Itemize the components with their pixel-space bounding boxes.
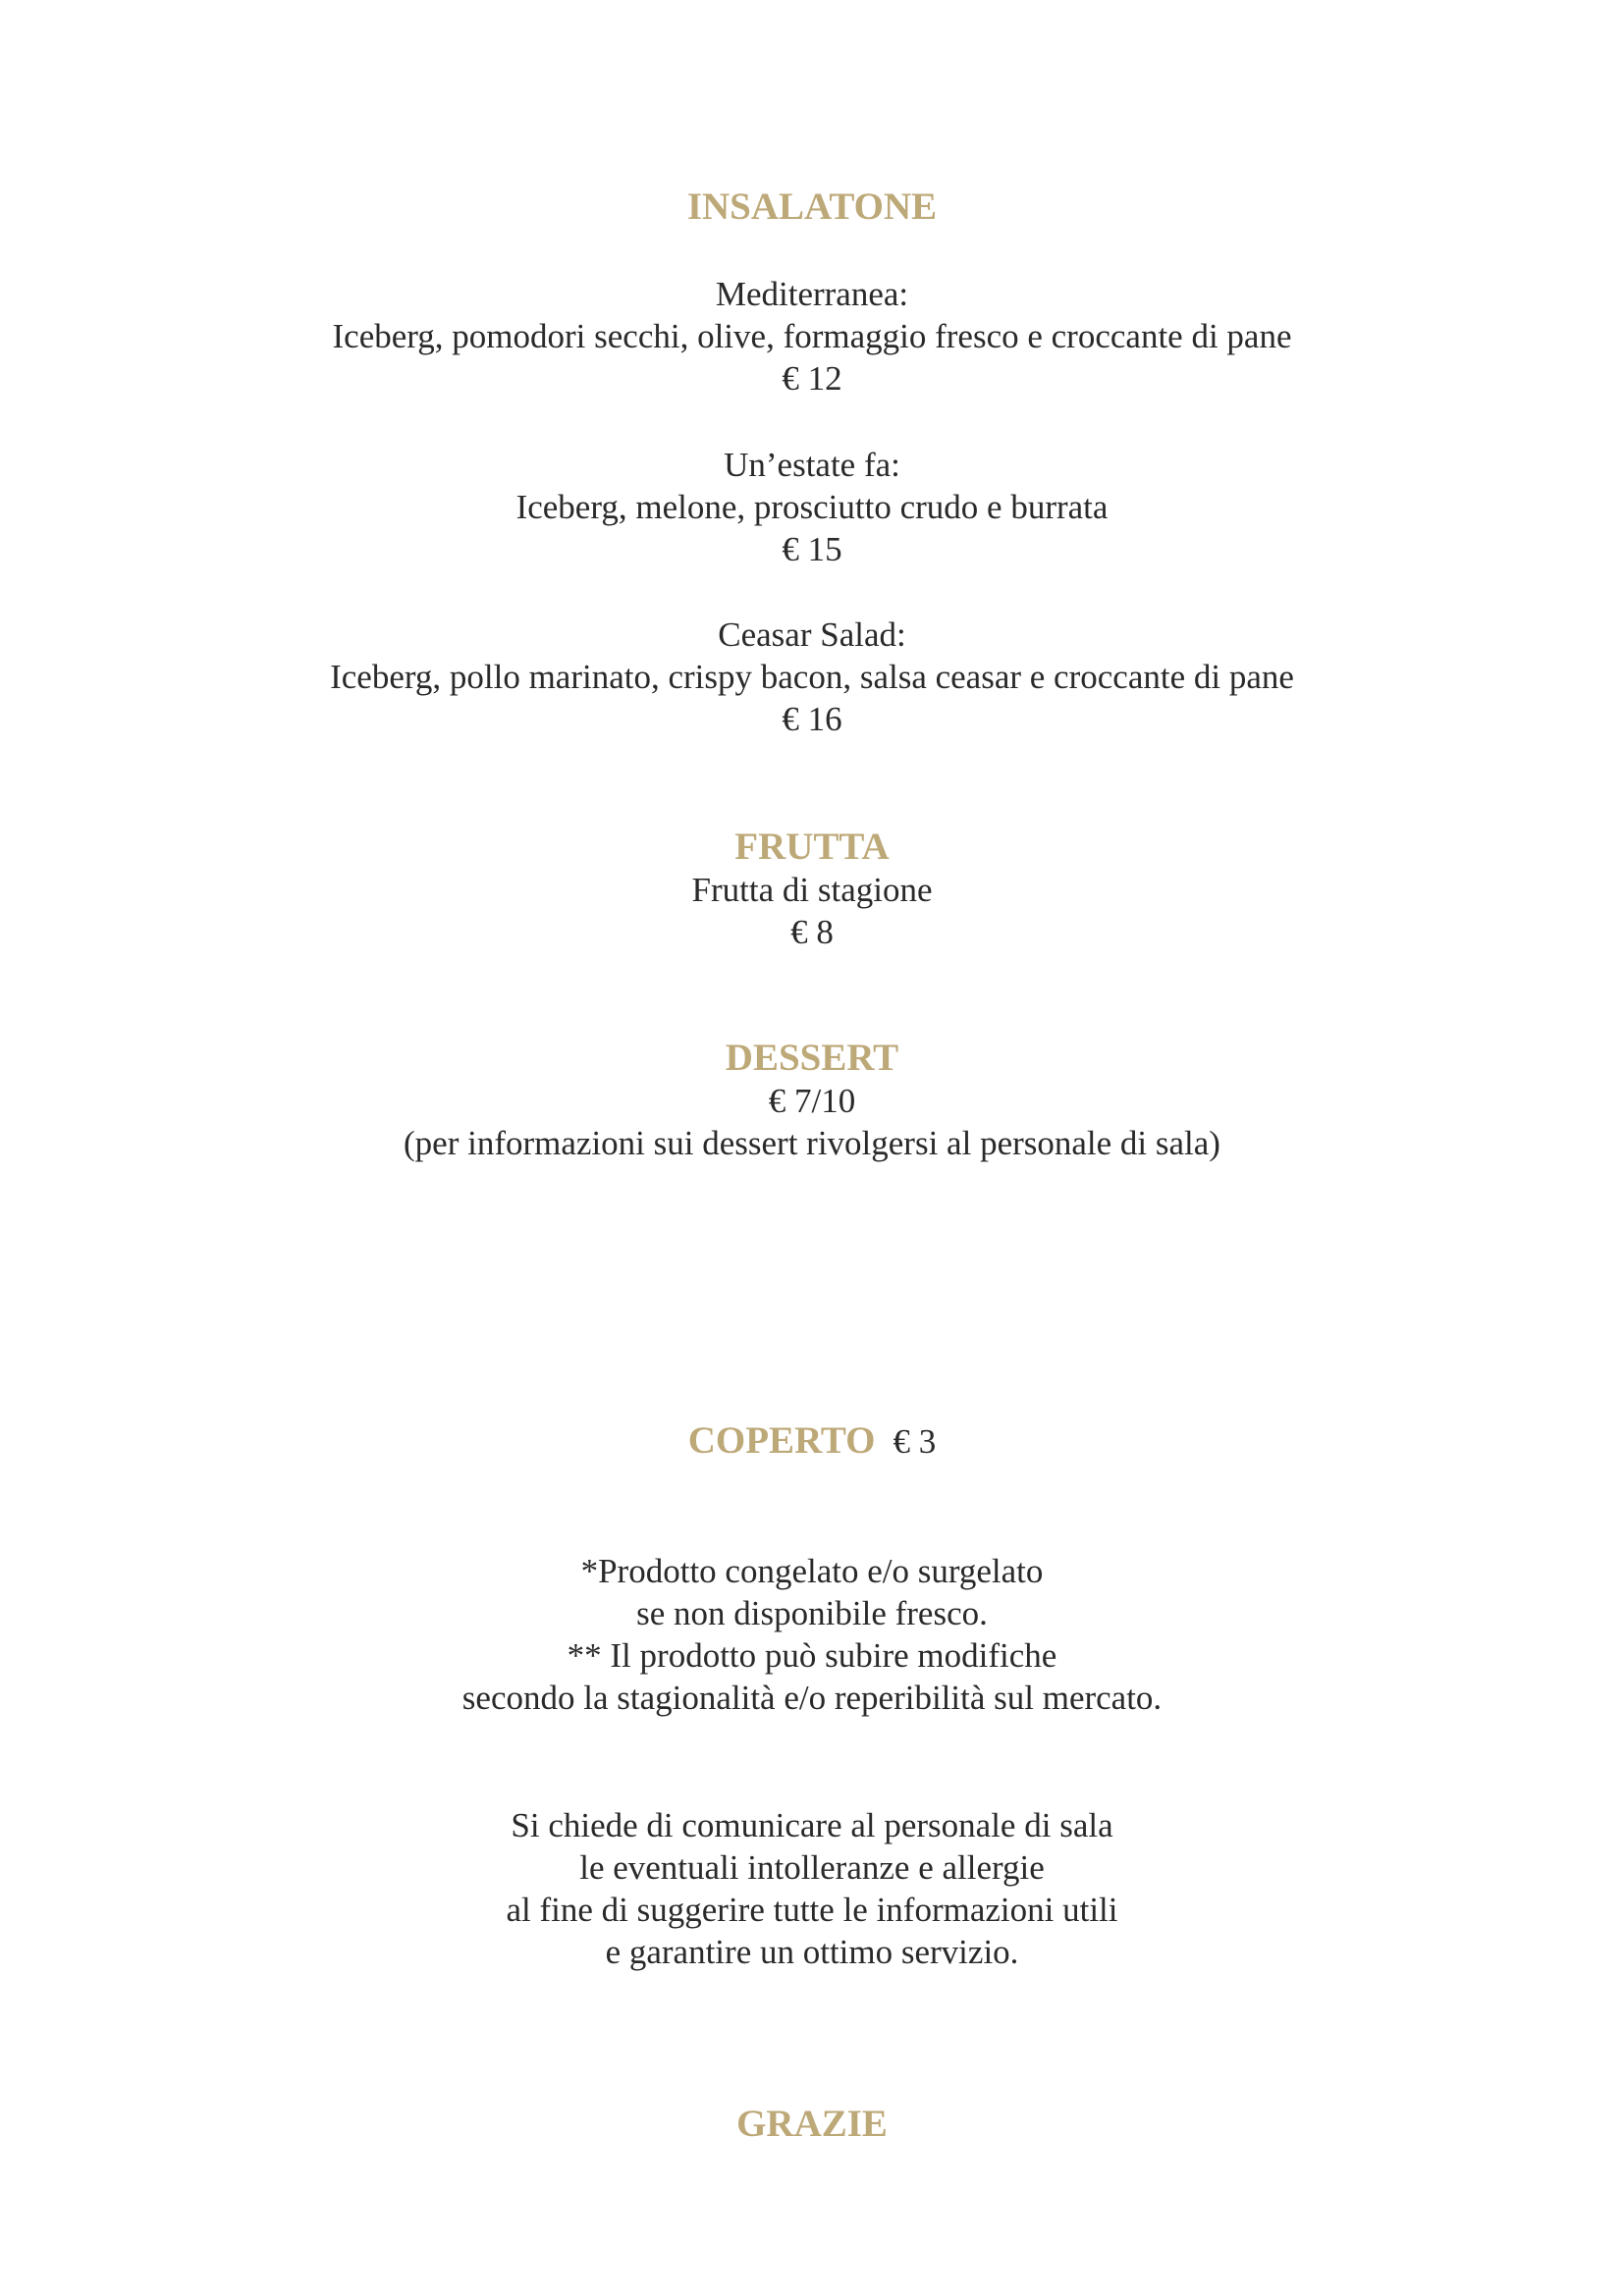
- product-note-line-4: secondo la stagionalità e/o reperibilità sul mercato.: [461, 1679, 1163, 1717]
- item-description-mediterranea: Iceberg, pomodori secchi, olive, formaggio fresco e croccante di pane: [332, 317, 1292, 355]
- item-price-ceasar-salad: € 16: [782, 700, 842, 738]
- section-title-coperto: COPERTO: [687, 1419, 876, 1462]
- product-note-line-2: se non disponibile fresco.: [636, 1594, 988, 1632]
- item-price-mediterranea: € 12: [782, 359, 842, 398]
- frutta-price: € 8: [790, 913, 834, 951]
- item-name-ceasar-salad: Ceasar Salad:: [718, 615, 906, 654]
- closing-thanks: GRAZIE: [736, 2103, 888, 2145]
- allergy-note-line-4: e garantire un ottimo servizio.: [605, 1933, 1019, 1971]
- item-description-unestate-fa: Iceberg, melone, prosciutto crudo e burrata: [515, 488, 1109, 526]
- item-name-mediterranea: Mediterranea:: [715, 275, 909, 313]
- item-description-ceasar-salad: Iceberg, pollo marinato, crispy bacon, salsa ceasar e croccante di pane: [330, 658, 1294, 696]
- coperto-price: € 3: [893, 1422, 937, 1461]
- allergy-note-line-2: le eventuali intolleranze e allergie: [579, 1848, 1045, 1887]
- product-note-line-1: *Prodotto congelato e/o surgelato: [580, 1552, 1044, 1590]
- dessert-note: (per informazioni sui dessert rivolgersi al personale di sala): [404, 1124, 1220, 1162]
- section-title-insalatone: INSALATONE: [686, 186, 938, 228]
- allergy-note-line-3: al fine di suggerire tutte le informazioni utili: [506, 1891, 1118, 1929]
- product-note-line-3: ** Il prodotto può subire modifiche: [567, 1636, 1057, 1675]
- item-price-unestate-fa: € 15: [782, 530, 842, 568]
- frutta-description: Frutta di stagione: [691, 871, 933, 909]
- allergy-note-line-1: Si chiede di comunicare al personale di sala: [511, 1806, 1113, 1844]
- coperto-line: [0, 1418, 1624, 1465]
- section-title-frutta: FRUTTA: [734, 826, 890, 868]
- dessert-price: € 7/10: [768, 1082, 856, 1120]
- item-name-unestate-fa: Un’estate fa:: [724, 446, 900, 484]
- section-title-dessert: DESSERT: [725, 1037, 899, 1079]
